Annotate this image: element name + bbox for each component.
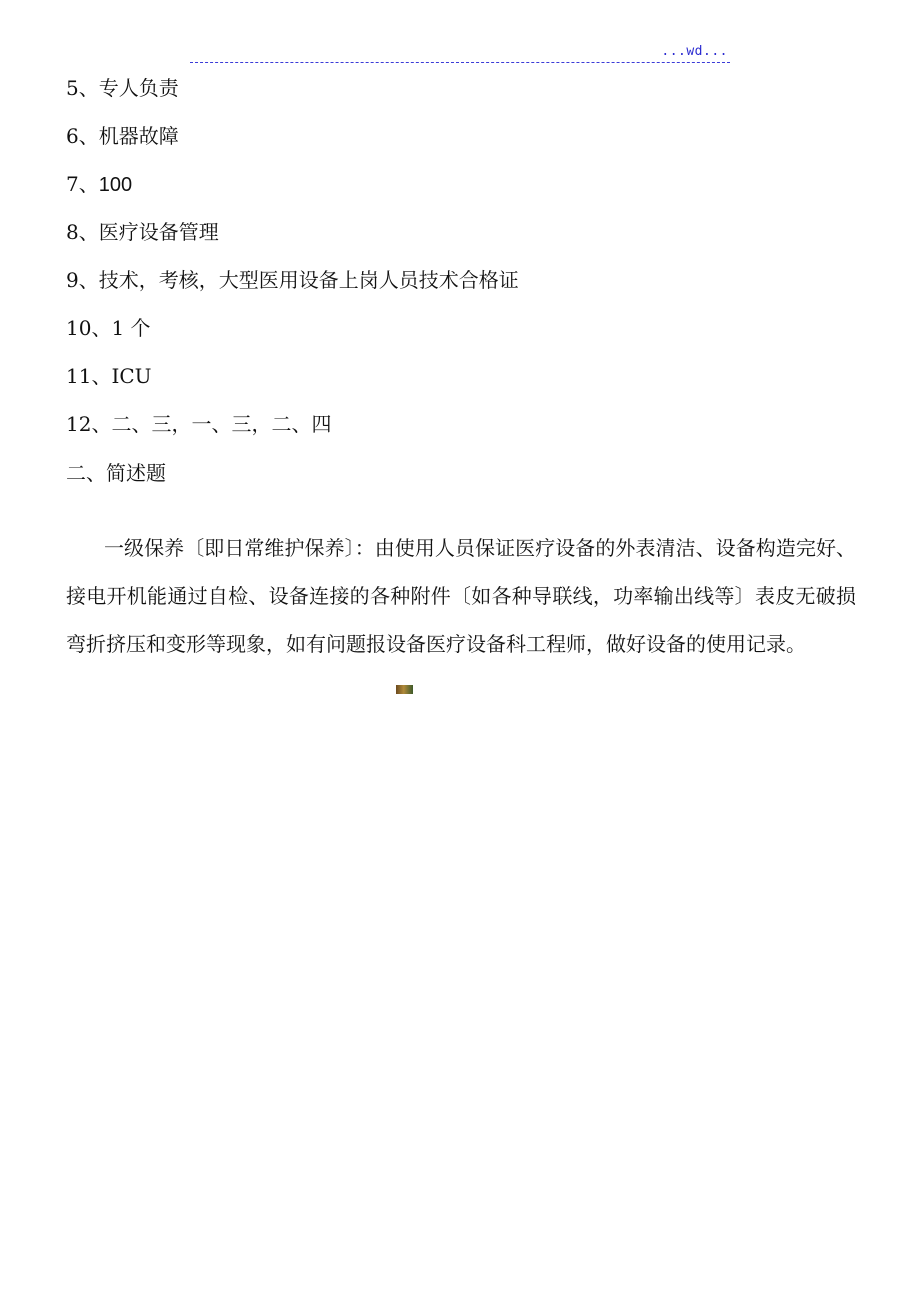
answer-text: 机器故障 xyxy=(98,124,179,148)
answer-item-8 xyxy=(66,216,519,264)
scan-artifact-image xyxy=(396,685,413,694)
answer-item-11 xyxy=(66,360,519,408)
answer-item-7 xyxy=(66,168,519,216)
answer-separator: 、 xyxy=(78,172,99,196)
answer-item-10 xyxy=(66,312,519,360)
answer-separator: 、 xyxy=(78,124,99,148)
answer-item-12 xyxy=(66,408,519,456)
answer-separator: 、 xyxy=(91,412,112,436)
answer-text: 二、三，一、三，二、四 xyxy=(111,412,332,436)
answer-number: 5 xyxy=(66,76,79,100)
answer-separator: 、 xyxy=(91,364,112,388)
answer-item-6 xyxy=(66,120,519,168)
section-title: 二、简述题 xyxy=(66,461,166,485)
answer-item-9 xyxy=(66,264,519,312)
answer-paragraph: 一级保养〔即日常维护保养〕：由使用人员保证医疗设备的外表清洁、设备构造完好、接电开机能通过自检、设备连接的各种附件〔如各种导联线，功率输出线等〕表皮无破损弯折挤压和变形等现象，如有问题报设备医疗设备科工程师，做好设备的使用记录。 xyxy=(66,536,856,656)
answer-text: 专人负责 xyxy=(98,76,179,100)
answer-number: 10 xyxy=(66,316,92,340)
answer-number: 11 xyxy=(66,364,92,388)
answer-number: 8 xyxy=(66,220,79,244)
answer-item-5 xyxy=(66,72,519,120)
answer-text: 技术，考核，大型医用设备上岗人员技术合格证 xyxy=(98,268,519,292)
answer-number: 12 xyxy=(66,412,92,436)
answer-text: ICU xyxy=(111,364,152,388)
answer-separator: 、 xyxy=(91,316,112,340)
answer-text: 医疗设备管理 xyxy=(98,220,219,244)
answer-number: 9 xyxy=(66,268,79,292)
page-header xyxy=(190,44,730,63)
answer-separator: 、 xyxy=(78,220,99,244)
answer-separator: 、 xyxy=(78,76,99,100)
answer-text: 100 xyxy=(98,174,133,196)
answer-list xyxy=(66,72,519,456)
answer-separator: 、 xyxy=(78,268,99,292)
answer-number: 6 xyxy=(66,124,79,148)
header-mark: ...wd... xyxy=(661,44,728,59)
answer-number: 7 xyxy=(66,172,79,196)
answer-text: 1 个 xyxy=(111,316,151,340)
